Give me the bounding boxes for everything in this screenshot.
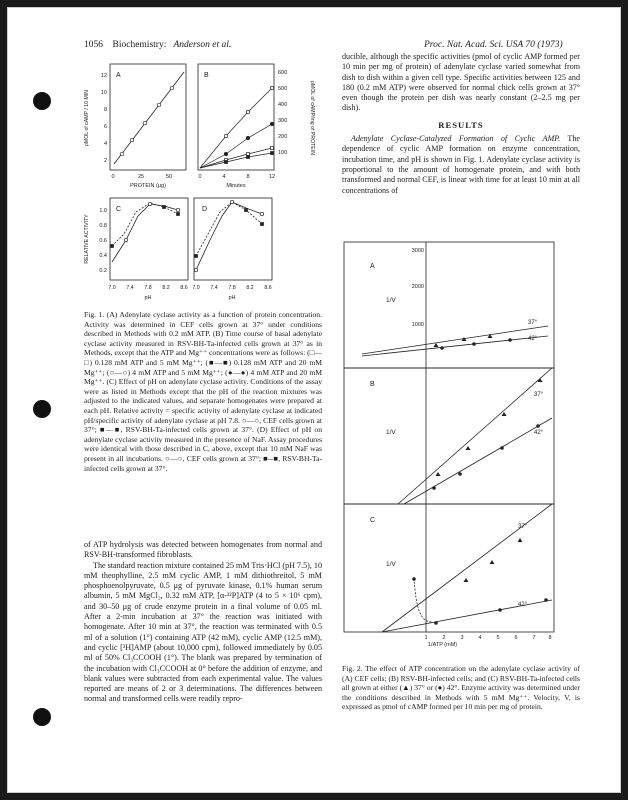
binder-hole-bottom <box>33 708 51 726</box>
fig2-xtick: 1 <box>424 635 428 641</box>
panel-b-xlabel: Minutes <box>226 183 246 189</box>
fig2-xtick: 3 <box>460 635 464 641</box>
panel-a-ytick: 4 <box>103 141 107 147</box>
figure-2-panel-c <box>344 504 554 648</box>
fig2-c-point <box>412 577 416 581</box>
panel-c-ytick: 0.4 <box>99 253 107 259</box>
panel-c-point <box>124 238 127 241</box>
panel-b-label: B <box>204 72 209 79</box>
figure-1-panel-c <box>84 198 188 301</box>
panel-d-label: D <box>202 206 208 213</box>
panel-c-xtick: 8.2 <box>162 285 170 291</box>
panel-d-xlabel: pH <box>228 295 236 301</box>
fig2-panel-a-ytick: 1000 <box>411 322 424 328</box>
panel-c-point <box>176 208 179 211</box>
panel-b-ytick: 100 <box>278 150 288 156</box>
figure-1-panel-d <box>192 198 272 301</box>
panel-c-point <box>177 213 180 216</box>
fig2-xtick: 6 <box>514 635 518 641</box>
right-column-body <box>342 52 580 196</box>
panel-a-point <box>130 138 134 142</box>
panel-a-fit-line <box>114 72 184 164</box>
fig2-xtick: 7 <box>532 635 536 641</box>
fig2-panel-b-label: B <box>370 381 375 388</box>
panel-b-series-open-circle <box>200 88 272 168</box>
fig2-panel-a-label: A <box>370 263 375 270</box>
panel-b-point <box>271 152 274 155</box>
panel-b-point <box>271 147 274 150</box>
fig2-a-label-42: 42° <box>528 336 538 342</box>
panel-d-point <box>230 200 233 203</box>
fig2-xtick: 4 <box>478 635 482 641</box>
panel-b-point <box>224 152 227 155</box>
paragraph: of ATP hydrolysis was detected between homogenates from normal and RSV-BH-transformed fibroblasts. <box>84 540 322 560</box>
panel-a-point <box>143 121 147 125</box>
panel-d-point <box>195 255 198 258</box>
fig2-b-label-37: 37° <box>534 392 544 398</box>
panel-d-xtick: 8.2 <box>246 285 254 291</box>
paragraph: ducible, although the specific activities (pmol of cyclic AMP formed per 10 min per mg of protein) of adenylate cyclase varied somewhat from dish to dish within a given cell type. Specific activities between 125 and 180 (0.2 mM ATP) were observed for normal chick cells grown at 37° even though the protein per dish was nearly constant (2–2.5 mg per dish). <box>342 52 580 113</box>
panel-a-xtick: 25 <box>137 174 145 180</box>
panel-c-point <box>148 202 151 205</box>
fig2-c-label-37: 37° <box>518 524 528 530</box>
fig2-b-point <box>436 472 441 476</box>
panel-a-point <box>170 86 174 90</box>
panel-d-xtick: 7.0 <box>192 285 200 291</box>
panel-d-point <box>260 212 263 215</box>
panel-b-point <box>246 136 249 139</box>
panel-b-xtick: 12 <box>268 174 276 180</box>
figure-2 <box>342 238 564 648</box>
panel-b-point <box>247 156 250 159</box>
panel-d-xtick: 7.4 <box>210 285 218 291</box>
fig2-a-point <box>434 343 439 347</box>
fig2-c-label-42: 42° <box>518 602 528 608</box>
panel-b-ytick: 200 <box>278 134 288 140</box>
fig2-b-point <box>502 412 507 416</box>
fig2-c-point <box>464 578 469 582</box>
binder-hole-top <box>33 92 51 110</box>
fig2-a-point <box>508 338 512 342</box>
panel-d-point <box>245 209 248 212</box>
authors: Anderson et al. <box>173 40 232 50</box>
fig2-a-point <box>440 346 444 350</box>
panel-b-ytick: 500 <box>278 86 288 92</box>
fig2-panel-b-ylabel: 1/V <box>386 429 396 436</box>
fig2-xtick: 2 <box>442 635 446 641</box>
fig2-a-line-42 <box>362 336 548 356</box>
panel-b-xtick: 0 <box>198 174 202 180</box>
panel-b-point <box>224 134 227 137</box>
panel-a-xtick: 50 <box>165 174 173 180</box>
fig2-b-label-42: 42° <box>534 430 544 436</box>
panel-a-ylabel: pMOL of cAMP / 10 MIN <box>84 90 90 146</box>
panel-a-ytick: 12 <box>100 73 107 79</box>
fig2-b-point <box>466 446 471 450</box>
fig2-a-label-37: 37° <box>528 320 538 326</box>
fig2-c-dashed-curve <box>414 578 432 622</box>
panel-c-point <box>111 245 114 248</box>
fig2-c-point <box>544 598 548 602</box>
binder-hole-middle <box>33 400 51 418</box>
panel-b-ytick: 600 <box>278 70 288 76</box>
figure-1-panel-a <box>84 64 186 189</box>
panel-a-point <box>120 152 124 156</box>
panel-d-point <box>194 268 197 271</box>
panel-b-point <box>270 122 273 125</box>
figure-1-panel-b <box>198 64 315 189</box>
panel-b-point <box>246 110 249 113</box>
fig2-a-line-37 <box>362 326 548 354</box>
fig2-b-point <box>458 472 462 476</box>
fig2-b-line-37 <box>398 368 552 504</box>
panel-a-ytick: 2 <box>103 158 107 164</box>
panel-a-label: A <box>116 72 121 79</box>
panel-a-point <box>157 103 161 107</box>
panel-b-series-open-square <box>200 148 272 168</box>
fig2-panel-a-ytick: 3000 <box>411 248 424 254</box>
panel-b-point <box>247 153 250 156</box>
paragraph <box>342 134 580 196</box>
section-heading: RESULTS <box>438 119 484 130</box>
figure-1 <box>80 56 320 306</box>
panel-c-xtick: 8.6 <box>180 285 188 291</box>
fig2-panel-a-ylabel: 1/V <box>386 297 396 304</box>
panel-a-xlabel: PROTEIN (μg) <box>130 183 166 189</box>
panel-b-ytick: 300 <box>278 118 288 124</box>
fig2-xtick: 5 <box>496 635 500 641</box>
fig2-b-point <box>500 446 504 450</box>
fig2-b-point <box>432 486 436 490</box>
fig2-xtick: 8 <box>548 635 552 641</box>
paragraph-text: The dependence of cyclic AMP formation on enzyme concentration, incubation time, and pH is shown in Fig. 1. Adenylate cyclase activity is proportional to the amount of homogenate protein, and with both transformed and normal CEF, is linear with time for at least 10 min at all concentrations of <box>342 134 580 195</box>
running-header-left <box>84 40 231 50</box>
panel-d-xtick: 8.6 <box>264 285 272 291</box>
panel-b-series-filled-circle <box>200 124 272 168</box>
fig2-c-point <box>498 608 502 612</box>
panel-a-ytick: 6 <box>103 124 107 130</box>
panel-c-point <box>163 206 166 209</box>
fig2-xlabel: 1/ATP (mM) <box>428 642 458 648</box>
panel-b-xtick: 4 <box>222 174 226 180</box>
fig2-c-point <box>518 538 523 542</box>
figure-2-panel-a <box>344 242 554 368</box>
figure-1-caption: Fig. 1. (A) Adenylate cyclase activity as a function of protein concentration. Activity was determined in CEF cells grown at 37° under conditions described in Methods with 0.2 mM ATP. (B) Time course of basal adenylate cyclase activity measured in RSV-BH-Ta-infected cells grown at 37° as in Methods, except that the ATP and Mg⁺⁺ concentrations were as follows: (□—□) 0.128 mM ATP and 5 mM Mg⁺⁺; (■—■) 0.128 mM ATP and 20 mM Mg⁺⁺; (○—○) 4 mM ATP and 5 mM Mg⁺⁺; (●—●) 4 mM ATP and 20 mM Mg⁺⁺. (C) Effect of pH on adenylate cyclase activity. Conditions of the assay were as listed in Methods except that the pH of the reaction mixtures was adjusted to the indicated values, and separate homogenates were prepared at each pH. Relative activity = specific activity of adenylate cyclase at indicated pH/specific activity of adenylate cyclase at pH 7.8. ○—○, CEF cells grown at 37°; ■—■, RSV-BH-Ta-infected cells grown at 37°. (D) Effect of pH on adenylate cyclase activity measured in the presence of NaF. Assay procedures were identical with those described in C, above, except that 10 mM NaF was present in all incubations. ○—○, CEF cells grown at 37°; ■--■, RSV-BH-Ta-infected cells grown at 37°. <box>84 310 322 473</box>
left-column-body <box>84 540 322 705</box>
fig2-panel-c-ylabel: 1/V <box>386 561 396 568</box>
panel-b-point <box>270 86 273 89</box>
panel-b-ylabel: pMOL of cAMP/mg of PROTEIN <box>309 81 315 155</box>
panel-c-ylabel: RELATIVE ACTIVITY <box>84 214 90 264</box>
journal-reference: Proc. Nat. Acad. Sci. USA 70 (1973) <box>424 40 563 50</box>
panel-c-xlabel: pH <box>144 295 152 301</box>
fig2-panel-c-label: C <box>370 517 376 524</box>
panel-a-xtick: 0 <box>111 174 115 180</box>
fig2-c-point <box>434 621 438 625</box>
panel-c-xtick: 7.8 <box>144 285 152 291</box>
panel-a-ytick: 8 <box>103 107 107 113</box>
panel-c-ytick: 1.0 <box>99 208 107 214</box>
panel-c-ytick: 0.6 <box>99 238 107 244</box>
figure-2-caption: Fig. 2. The effect of ATP concentration on the adenylate cyclase activity of (A) CEF cells; (B) RSV-BH-infected cells; and (C) RSV-BH-Ta-infected cells all grown at either (▲) 37° or (●) 42°. Enzyme activity was determined under the conditions described in Methods with 5 mM Mg⁺⁺. Velocity, V, is expressed as pmol of cAMP formed per 10 min per mg of protein. <box>342 664 580 712</box>
panel-c-xtick: 7.0 <box>108 285 116 291</box>
fig2-c-point <box>490 560 495 564</box>
journal-section: Biochemistry: <box>112 40 167 50</box>
panel-a-ytick: 10 <box>100 90 107 96</box>
fig2-panel-a-ytick: 2000 <box>411 284 424 290</box>
panel-d-point <box>261 223 264 226</box>
figure-2-panel-b <box>344 368 554 504</box>
panel-c-label: C <box>116 206 122 213</box>
panel-c-xtick: 7.4 <box>126 285 134 291</box>
panel-b-point <box>225 161 228 164</box>
fig2-a-point <box>472 342 476 346</box>
subsection-title: Adenylate Cyclase-Catalyzed Formation of Cyclic AMP. <box>351 134 561 144</box>
panel-b-ytick: 400 <box>278 102 288 108</box>
panel-c-ytick: 0.8 <box>99 223 107 229</box>
paragraph: The standard reaction mixture contained 25 mM Tris·HCl (pH 7.5), 10 mM theophylline, 2.5 mM cyclic AMP, 1 mM dithiothreitol, 5 mM phosphoenolpyruvate, 0.5 μg of pyruvate kinase, 0.1% human serum albumin, 5 mM MgCl₂, 0.32 mM ATP, [α-³²P]ATP (4 to 5 × 10⁶ cpm), and 30–50 μg of crude enzyme protein in a final volume of 0.05 ml. After a 2-min incubation at 37° the reaction was initiated with homogenate. After 10 min at 37°, the reaction was terminated with 0.5 ml of a solution (1°) containing ATP (42 mM), cyclic AMP (12.5 mM), and cyclic [³H]AMP (about 10,000 cpm), followed immediately by 0.05 ml of 50% Cl₃CCOOH (1°). The blank was prepared by termination of the incubation with Cl₃CCOOH at 0° before the addition of enzyme, and blank values were subtracted from each experimental value. The values reported are means of 2 or 3 determinations. The differences between normal and transformed cells were readily repro- <box>84 560 322 704</box>
page-number: 1056 <box>84 40 103 50</box>
panel-b-xtick: 8 <box>246 174 250 180</box>
panel-d-xtick: 7.8 <box>228 285 236 291</box>
panel-c-series-cef <box>112 204 178 262</box>
fig2-b-point <box>536 424 540 428</box>
panel-c-ytick: 0.2 <box>99 268 107 274</box>
